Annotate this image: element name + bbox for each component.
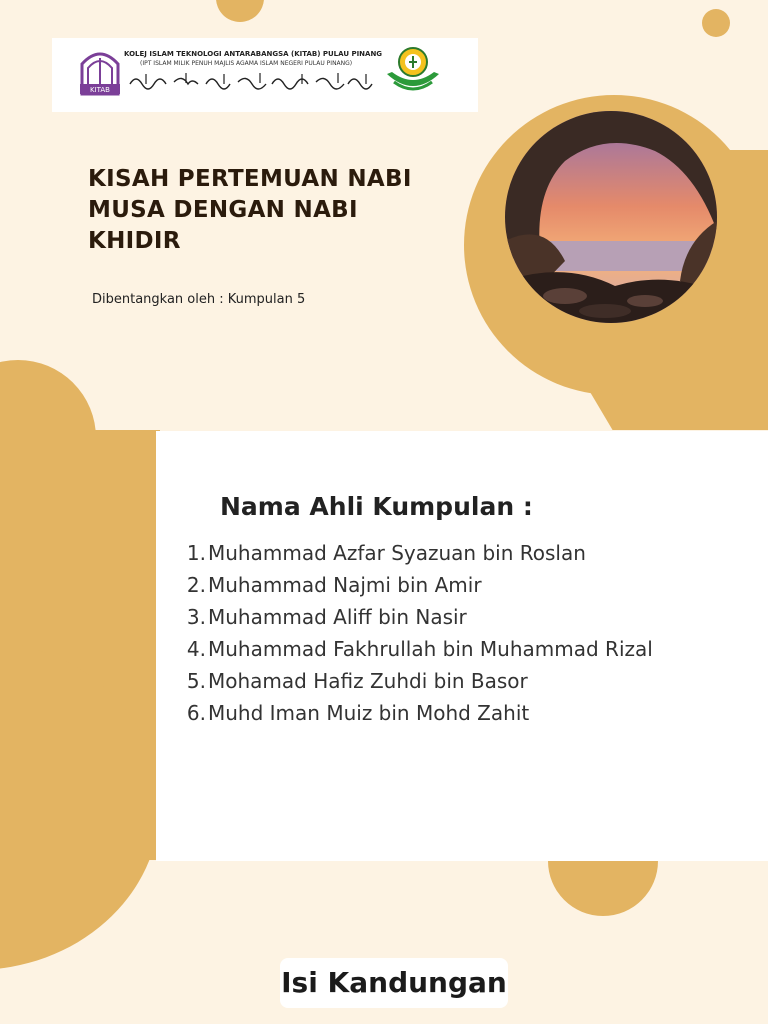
members-list	[178, 537, 653, 729]
list-item: 3. Muhammad Aliff bin Nasir	[186, 605, 467, 629]
cave-sunset-photo	[505, 111, 717, 323]
members-heading: Nama Ahli Kumpulan :	[220, 492, 533, 521]
list-item: 2. Muhammad Najmi bin Amir	[186, 573, 482, 597]
institution-subtitle: (IPT ISLAM MILIK PENUH MAJLIS AGAMA ISLAM NEGERI PULAU PINANG)	[140, 60, 353, 67]
presentation-title: KISAH PERTEMUAN NABI MUSA DENGAN NABI KHIDIR	[88, 166, 412, 254]
arabic-calligraphy-icon	[126, 70, 376, 92]
list-item: 4. Muhammad Fakhrullah bin Muhammad Rizal	[186, 637, 653, 661]
presenter-line: Dibentangkan oleh : Kumpulan 5	[92, 292, 306, 307]
decor-right-dot	[702, 9, 730, 37]
institution-name: KOLEJ ISLAM TEKNOLOGI ANTARABANGSA (KITAB) PULAU PINANG	[124, 50, 383, 58]
svg-text:KITAB: KITAB	[90, 86, 110, 94]
decor-top-dot	[216, 0, 264, 22]
list-item: 6. Muhd Iman Muiz bin Mohd Zahit	[186, 701, 530, 725]
isi-kandungan-button[interactable]: Isi Kandungan	[280, 958, 508, 1008]
kitab-logo-icon	[78, 44, 122, 96]
majlis-agama-crest-icon	[384, 44, 442, 94]
list-item: 5. Mohamad Hafiz Zuhdi bin Basor	[186, 669, 528, 693]
list-item: 1. Muhammad Azfar Syazuan bin Roslan	[186, 541, 586, 565]
